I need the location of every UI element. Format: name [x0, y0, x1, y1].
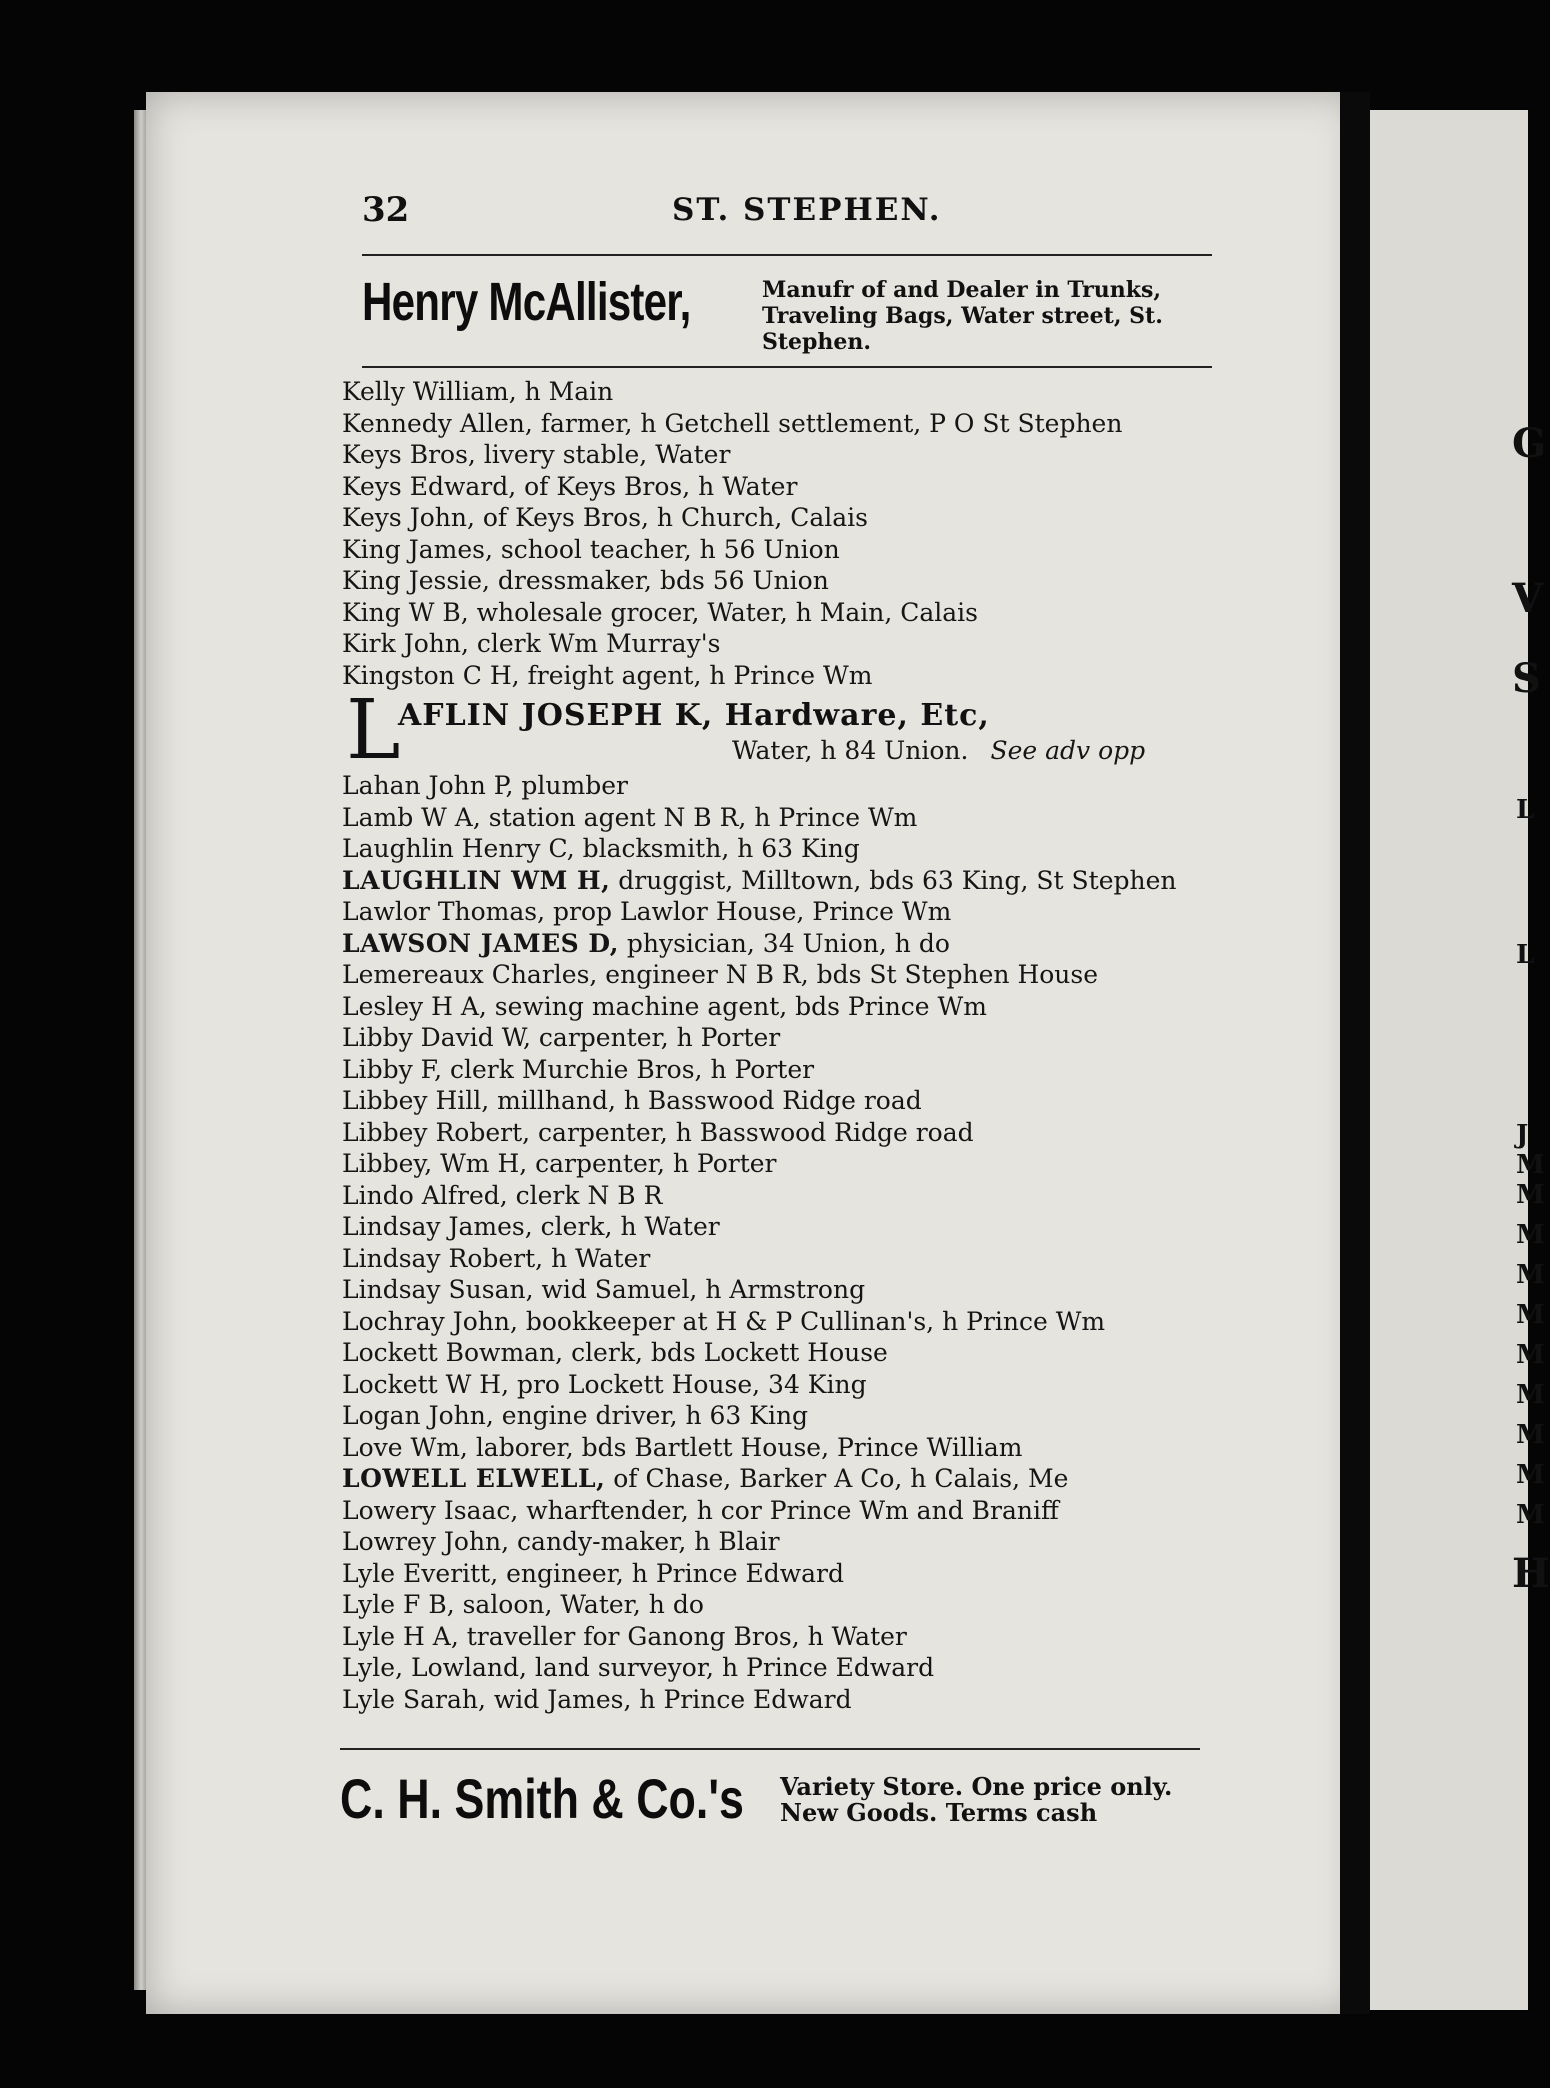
directory-entry [342, 1243, 1242, 1275]
top-advertisement [362, 265, 1212, 355]
laflin-line-2 [732, 736, 1145, 765]
page-header [362, 190, 1212, 240]
entry-text: Keys John, of Keys Bros, h Church, Calais [342, 503, 869, 532]
entry-text: Kelly William, h Main [342, 377, 614, 406]
entry-text: Keys Bros, livery stable, Water [342, 440, 731, 469]
entry-text: Lockett Bowman, clerk, bds Lockett House [342, 1338, 888, 1367]
entry-text: King Jessie, dressmaker, bds 56 Union [342, 566, 829, 595]
entry-text: Lindsay James, clerk, h Water [342, 1212, 720, 1241]
entry-text: King James, school teacher, h 56 Union [342, 534, 840, 564]
directory-entries-l [342, 770, 1242, 1715]
entry-text: Lesley H A, sewing machine agent, bds Prince Wm [342, 991, 987, 1021]
entry-text: Laughlin Henry C, blacksmith, h 63 King [342, 834, 860, 863]
directory-entry [342, 896, 1242, 928]
entry-text: Kirk John, clerk Wm Murray's [342, 629, 721, 658]
directory-entry [342, 1400, 1242, 1432]
entry-text: Lindsay Robert, h Water [342, 1243, 651, 1273]
entry-text: Lyle Sarah, wid James, h Prince Edward [342, 1684, 852, 1714]
directory-entry [342, 1652, 1242, 1684]
directory-entry [342, 1274, 1242, 1306]
directory-entry [342, 1337, 1242, 1369]
entry-text: Libby F, clerk Murchie Bros, h Porter [342, 1054, 815, 1084]
directory-entry [342, 1495, 1242, 1527]
next-page-glyph: L [1516, 940, 1535, 970]
page-number: 32 [362, 190, 410, 230]
entry-text: Lowrey John, candy-maker, h Blair [342, 1527, 780, 1556]
entry-text: Lyle H A, traveller for Ganong Bros, h Water [342, 1621, 907, 1651]
entry-text: of Chase, Barker A Co, h Calais, Me [605, 1464, 1069, 1493]
entry-text: Logan John, engine driver, h 63 King [342, 1401, 809, 1430]
drop-cap: L [346, 683, 401, 778]
entry-text: physician, 34 Union, h do [618, 928, 950, 958]
next-page-glyph: M [1516, 1180, 1545, 1210]
ad-bottom-name: C. H. Smith & Co.'s [340, 1767, 744, 1830]
entry-text: Lyle F B, saloon, Water, h do [342, 1590, 704, 1619]
directory-entry [342, 1621, 1242, 1653]
next-page-glyph: J [1516, 1120, 1529, 1150]
entry-text: Lyle Everitt, engineer, h Prince Edward [342, 1558, 844, 1588]
directory-entry [342, 1054, 1242, 1086]
directory-entry [342, 1684, 1242, 1716]
entry-text: Lindo Alfred, clerk N B R [342, 1180, 663, 1210]
directory-entry [342, 376, 1242, 408]
entry-text: Libbey Hill, millhand, h Basswood Ridge road [342, 1086, 922, 1115]
next-page-glyph: M [1516, 1300, 1545, 1330]
entry-text: Lemereaux Charles, engineer N B R, bds St Stephen House [342, 960, 1099, 989]
directory-entry [342, 1085, 1242, 1117]
directory-entry [342, 959, 1242, 991]
next-page-glyph: M [1516, 1340, 1545, 1370]
adjacent-page-fragment [1370, 110, 1550, 2010]
ad-top-description: Manufr of and Dealer in Trunks, Traveling Bags, Water street, St. Stephen. [762, 277, 1163, 355]
next-page-glyph: L [1516, 795, 1535, 825]
entry-text: Lyle, Lowland, land surveyor, h Prince Edward [342, 1653, 935, 1682]
directory-entry [342, 1148, 1242, 1180]
entry-text: druggist, Milltown, bds 63 King, St Stephen [610, 865, 1177, 895]
directory-entry [342, 565, 1242, 597]
directory-entry [342, 1022, 1242, 1054]
next-page-glyph: M [1516, 1220, 1545, 1250]
entry-text: Lawlor Thomas, prop Lawlor House, Prince Wm [342, 897, 952, 926]
directory-entry [342, 471, 1242, 503]
directory-entry [342, 1211, 1242, 1243]
directory-entry [342, 408, 1242, 440]
entry-text: Kennedy Allen, farmer, h Getchell settlement, P O St Stephen [342, 408, 1123, 438]
directory-entry [342, 628, 1242, 660]
directory-entry [342, 502, 1242, 534]
running-head: ST. STEPHEN. [672, 192, 942, 228]
directory-entry [342, 928, 1242, 960]
header-rule [362, 254, 1212, 256]
directory-entry [342, 1526, 1242, 1558]
directory-entry [342, 1369, 1242, 1401]
directory-entry [342, 1463, 1242, 1495]
next-page-glyph: V [1512, 575, 1544, 622]
laflin-line-1: AFLIN JOSEPH K, Hardware, Etc, [398, 698, 990, 733]
ad-top-name: Henry McAllister, [362, 272, 691, 332]
next-page-glyph: M [1516, 1260, 1545, 1290]
entry-text: Lowery Isaac, wharftender, h cor Prince Wm and Braniff [342, 1495, 1059, 1525]
entry-text: Lamb W A, station agent N B R, h Prince Wm [342, 802, 918, 832]
directory-entry [342, 833, 1242, 865]
next-page-glyph: M [1516, 1460, 1545, 1490]
book-gutter [1340, 92, 1370, 2014]
entry-text: Lockett W H, pro Lockett House, 34 King [342, 1369, 867, 1399]
directory-entry [342, 1589, 1242, 1621]
next-page-glyph: M [1516, 1380, 1545, 1410]
entry-text: Keys Edward, of Keys Bros, h Water [342, 471, 798, 501]
ad-top-rule [362, 366, 1212, 368]
directory-entry [342, 802, 1242, 834]
ad-bottom-description: Variety Store. One price only. New Goods. Terms cash [780, 1772, 1173, 1827]
directory-entry [342, 1117, 1242, 1149]
directory-entry [342, 1306, 1242, 1338]
entry-text: Love Wm, laborer, bds Bartlett House, Prince William [342, 1432, 1023, 1462]
entry-text: Lindsay Susan, wid Samuel, h Armstrong [342, 1275, 866, 1304]
entry-text: Libby David W, carpenter, h Porter [342, 1023, 781, 1052]
directory-entry [342, 534, 1242, 566]
entry-text: Libbey, Wm H, carpenter, h Porter [342, 1149, 777, 1178]
next-page-glyph: H [1512, 1550, 1550, 1597]
next-page-glyph: M [1516, 1500, 1545, 1530]
next-page-glyph: M [1516, 1150, 1545, 1180]
next-page-glyph: G [1512, 420, 1547, 467]
entry-bold-name: LOWELL ELWELL, [342, 1464, 606, 1493]
laflin-entry [342, 683, 1242, 780]
bottom-advertisement [340, 1762, 1200, 1852]
entry-text: Lochray John, bookkeeper at H & P Cullinan's, h Prince Wm [342, 1306, 1106, 1336]
entry-text: King W B, wholesale grocer, Water, h Main, Calais [342, 597, 979, 627]
entry-text: Libbey Robert, carpenter, h Basswood Ridge road [342, 1117, 974, 1147]
directory-entry [342, 1180, 1242, 1212]
directory-entry [342, 865, 1242, 897]
laflin-address: Water, h 84 Union. [732, 736, 969, 765]
directory-entry [342, 770, 1242, 802]
entry-bold-name: LAWSON JAMES D, [342, 928, 619, 958]
directory-entries-k [342, 376, 1242, 691]
laflin-adv-note: See adv opp [990, 736, 1146, 765]
directory-entry [342, 597, 1242, 629]
directory-entry [342, 1558, 1242, 1590]
directory-entry [342, 1432, 1242, 1464]
directory-entry [342, 439, 1242, 471]
entry-bold-name: LAUGHLIN WM H, [342, 865, 611, 895]
directory-entry [342, 660, 1242, 692]
directory-entry [342, 991, 1242, 1023]
ad-bottom-rule [340, 1748, 1200, 1750]
next-page-glyph: M [1516, 1420, 1545, 1450]
entry-text: Kingston C H, freight agent, h Prince Wm [342, 660, 873, 690]
entry-text: Lahan John P, plumber [342, 771, 628, 800]
next-page-glyph: S [1512, 655, 1541, 702]
